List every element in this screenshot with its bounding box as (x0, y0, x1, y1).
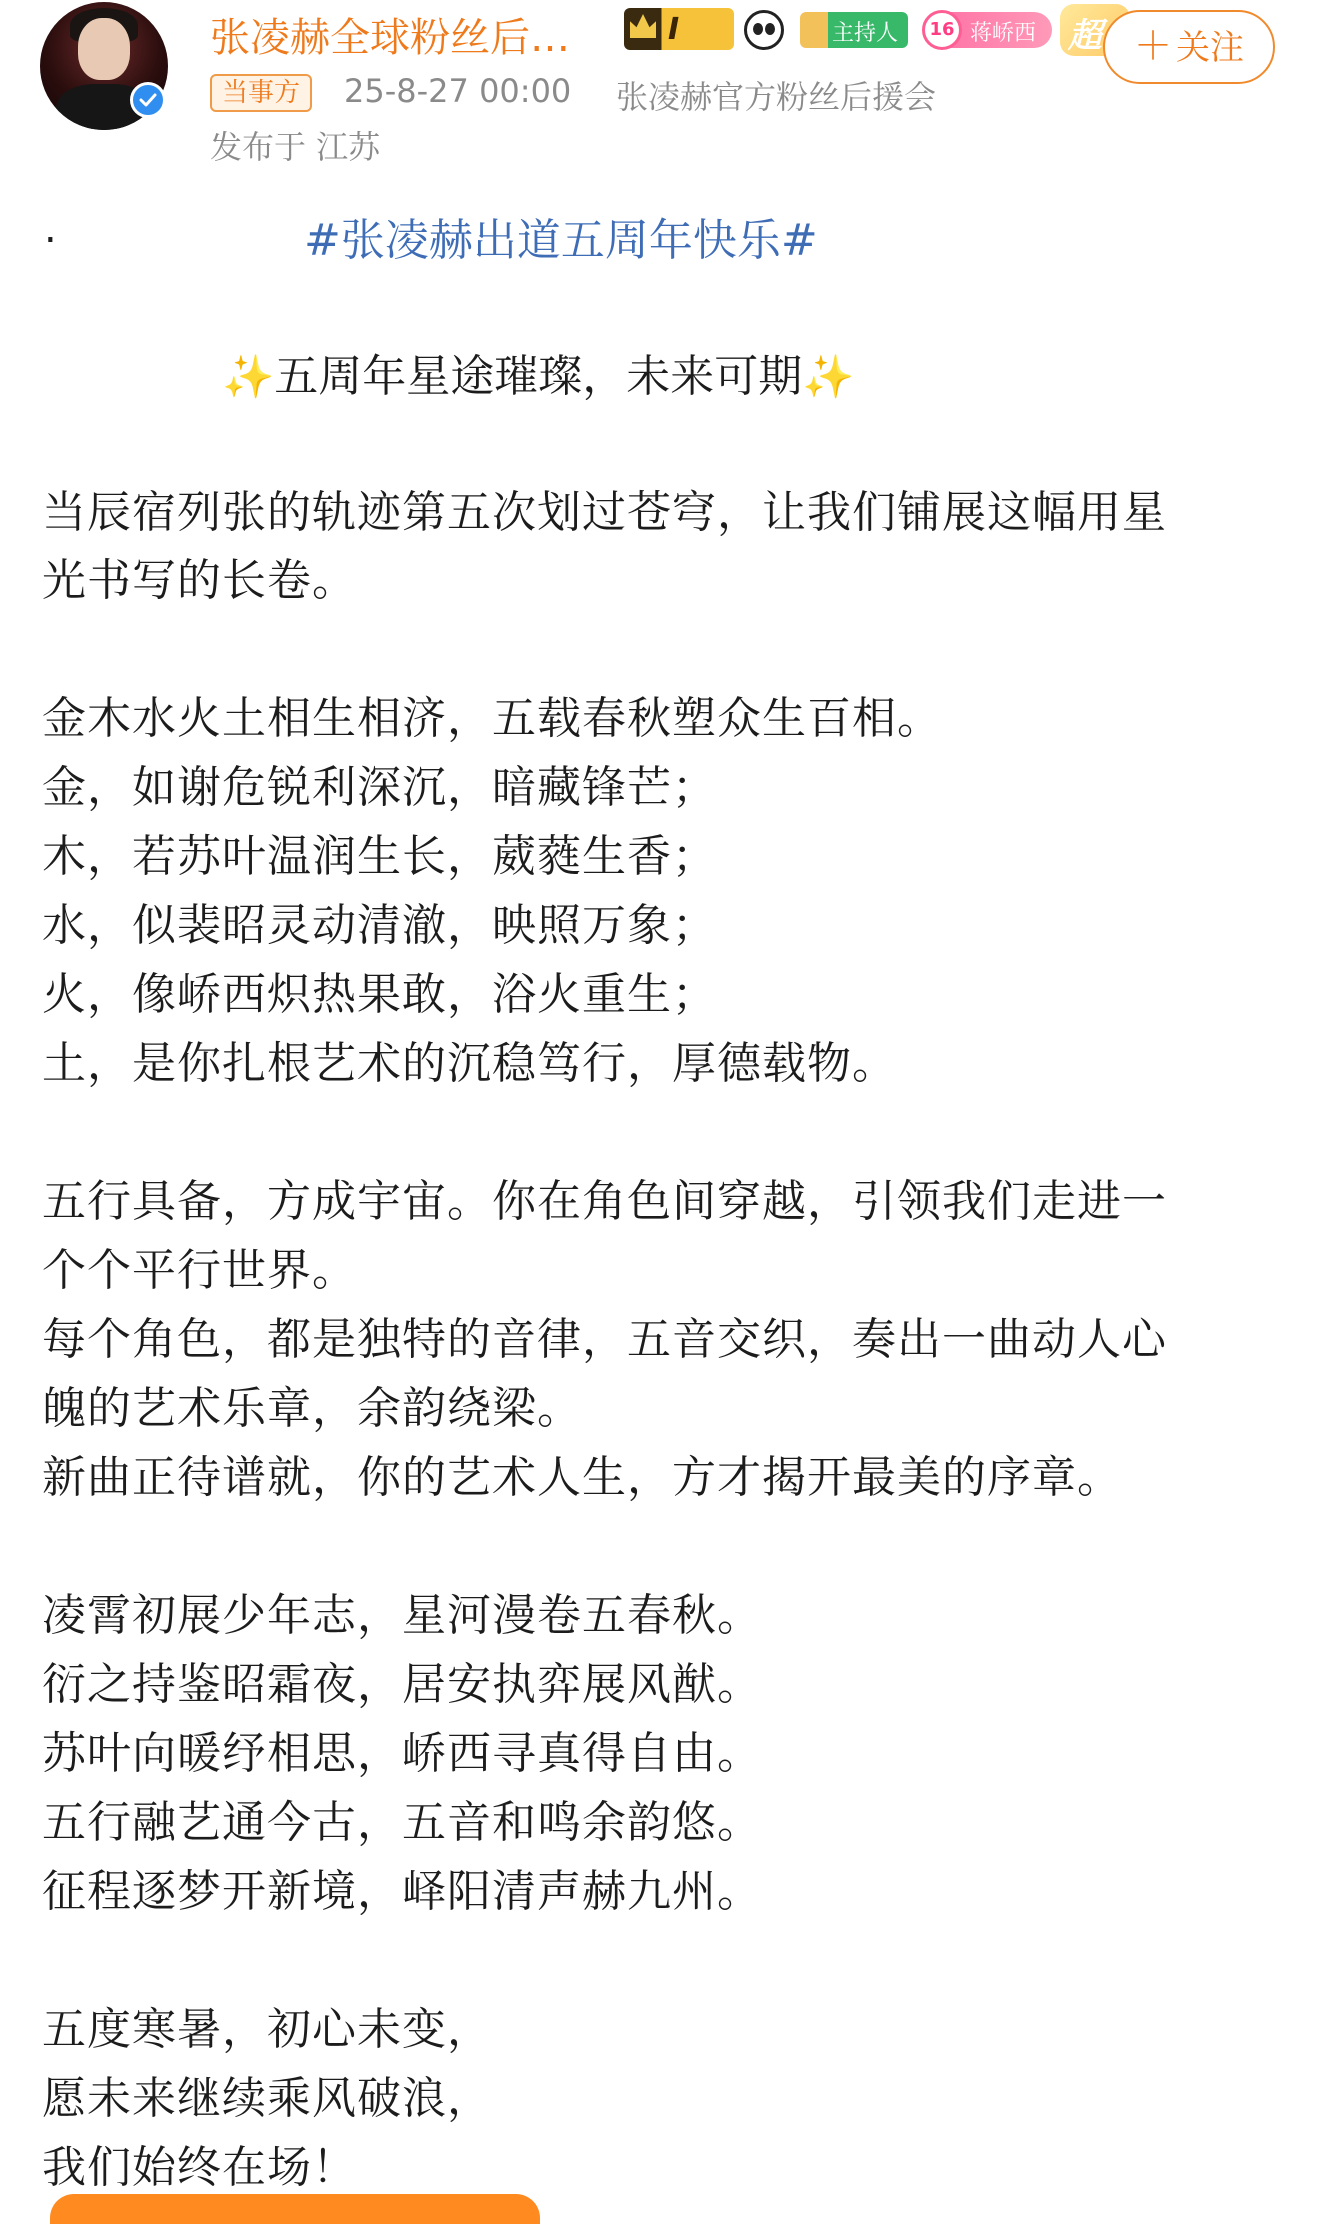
paragraph-line: 火，像峤西炽热果敢，浴火重生； (42, 969, 717, 1020)
paragraph-line: 金木水火土相生相济，五载春秋塑众生百相。 (42, 693, 942, 744)
fan-level-name: 蒋峤西 (970, 21, 1037, 46)
sparkle-icon: ✨ (802, 352, 855, 401)
post-timestamp: 25-8-27 00:00 (344, 72, 572, 110)
paragraph-line: 凌霄初展少年志，星河漫卷五春秋。 (42, 1590, 762, 1641)
host-badge[interactable] (800, 12, 908, 48)
follow-button[interactable] (1103, 10, 1275, 84)
post-header (0, 0, 1320, 170)
paragraph-line: 当辰宿列张的轨迹第五次划过苍穹，让我们铺展这幅用星 (42, 487, 1167, 538)
paragraph-line: 苏叶向暖纾相思，峤西寻真得自由。 (42, 1728, 762, 1779)
paragraph-line: 金，如谢危锐利深沉，暗藏锋芒； (42, 762, 717, 813)
post-location: 发布于 江苏 (210, 128, 381, 166)
paragraph-line: 光书写的长卷。 (42, 555, 357, 606)
paragraph-line: 每个角色，都是独特的音律，五音交织，奏出一曲动人心 (42, 1314, 1167, 1365)
paragraph-line: 我们始终在场！ (42, 2142, 357, 2193)
avatar-face (78, 18, 130, 80)
verified-icon (130, 82, 166, 118)
post-subtitle (222, 340, 855, 404)
bottom-action-bar[interactable] (50, 2194, 540, 2224)
lead-dot: . (44, 206, 57, 252)
paragraph-line: 征程逐梦开新境，峄阳清声赫九州。 (42, 1866, 762, 1917)
paragraph-line: 衍之持鉴昭霜夜，居安执弈展风猷。 (42, 1659, 762, 1710)
host-badge-label: 主持人 (832, 21, 899, 46)
super-badge-label: 超 (1068, 16, 1102, 56)
topic-hashtag[interactable]: #张凌赫出道五周年快乐# (304, 215, 818, 266)
post-source[interactable]: 张凌赫官方粉丝后援会 (616, 78, 937, 116)
sparkle-icon: ✨ (222, 352, 275, 401)
paragraph-line: 愿未来继续乘风破浪， (42, 2073, 492, 2124)
post-subtitle-text: 五周年星途璀璨，未来可期 (274, 351, 803, 402)
follow-button-label: 关注 (1176, 28, 1244, 68)
paragraph-line: 新曲正待谱就，你的艺术人生，方才揭开最美的序章。 (42, 1452, 1122, 1503)
paragraph-line: 五行具备，方成宇宙。你在角色间穿越，引领我们走进一 (42, 1176, 1167, 1227)
paragraph-line: 五度寒暑，初心未变， (42, 2004, 492, 2055)
party-tag[interactable]: 当事方 (210, 74, 312, 112)
plus-icon: ＋ (1133, 24, 1172, 68)
paragraph-line: 个个平行世界。 (42, 1245, 357, 1296)
paragraph-line: 木，若苏叶温润生长，葳蕤生香； (42, 831, 717, 882)
crown-icon (630, 14, 656, 38)
fan-level-badge[interactable] (928, 12, 1052, 48)
fan-level-number: 16 (922, 10, 962, 50)
rank-badge-label: I (668, 12, 680, 47)
paragraph-line: 五行融艺通今古，五音和鸣余韵悠。 (42, 1797, 762, 1848)
paragraph-line: 水，似裴昭灵动清澈，映照万象； (42, 900, 717, 951)
account-name[interactable]: 张凌赫全球粉丝后… (210, 15, 570, 61)
rank-badge[interactable] (624, 8, 734, 50)
paragraph-line: 魄的艺术乐章，余韵绕梁。 (42, 1383, 582, 1434)
paragraph-line: 土，是你扎根艺术的沉稳笃行，厚德载物。 (42, 1038, 897, 1089)
panda-icon[interactable] (744, 10, 784, 50)
